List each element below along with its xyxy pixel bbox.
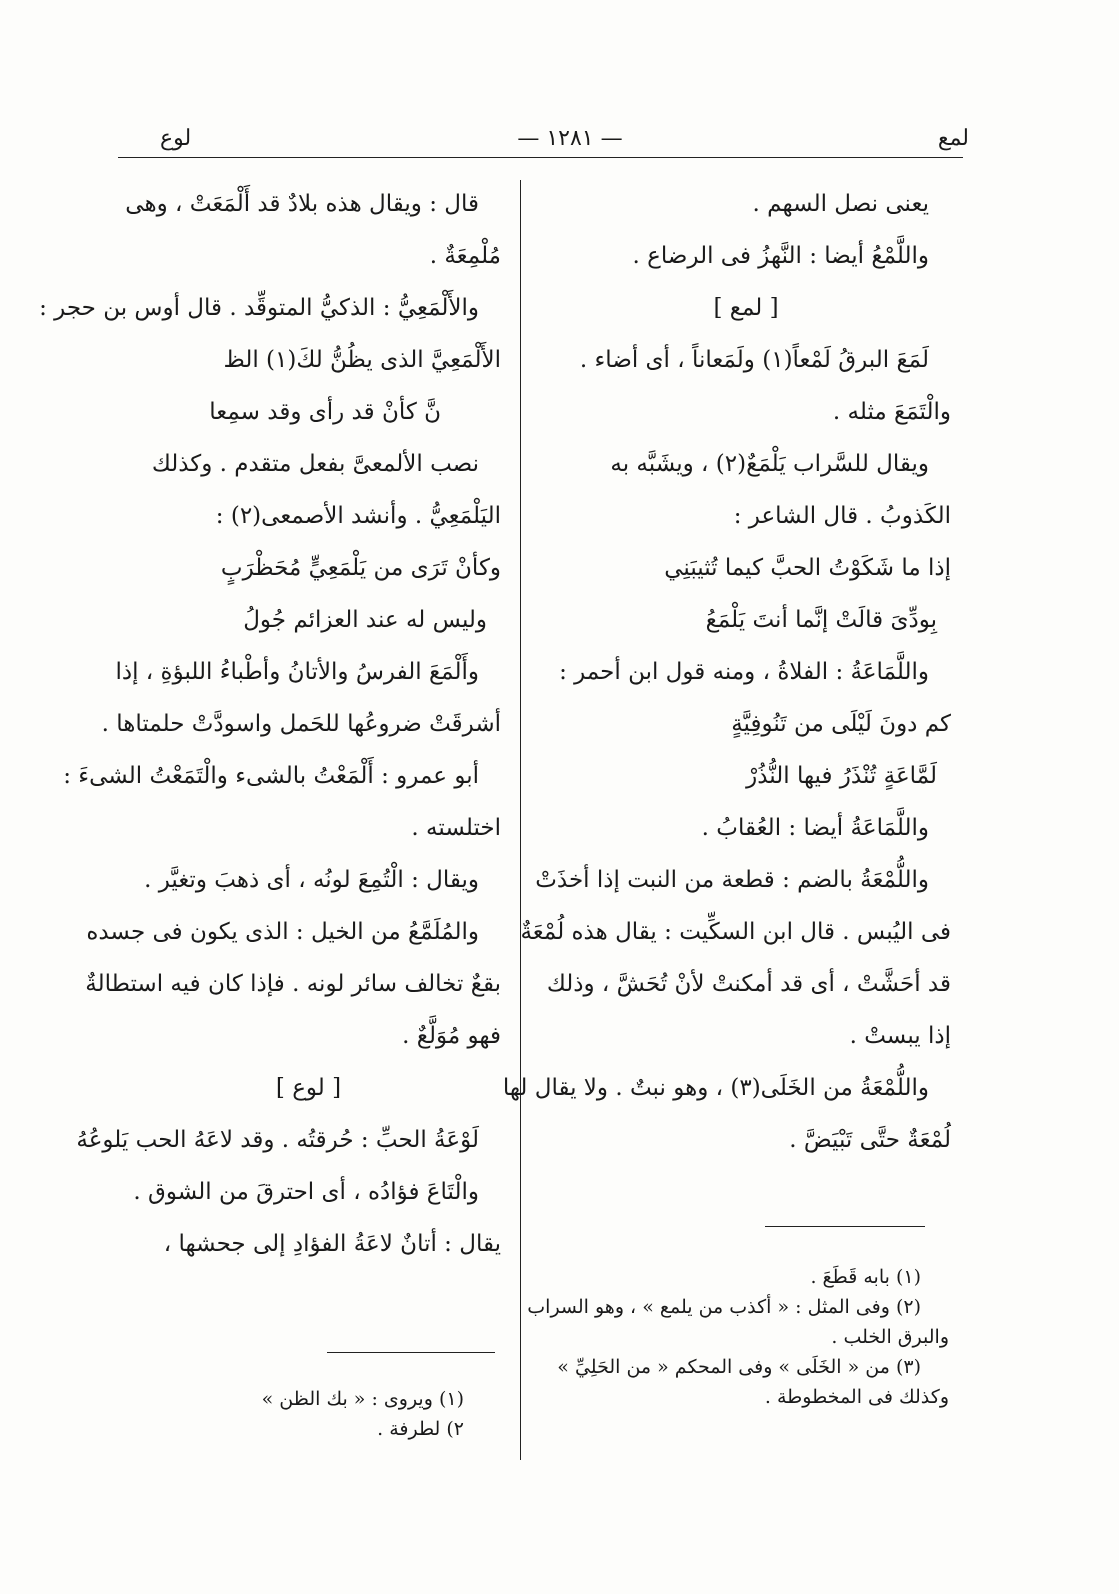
header-entry-word-left: لوع [160, 126, 192, 151]
text-line: واللَّمَاعَةُ أيضا : العُقابُ . [701, 815, 929, 841]
text-line: وليس له عند العزائم جُولُ [243, 607, 487, 633]
text-line: الكَذوبُ . قال الشاعر : [733, 503, 951, 529]
text-line: ويقال للسَّراب يَلْمَعٌ(٢) ، ويشَبَّه به [610, 451, 929, 477]
text-line: يعنى نصل السهم . [752, 191, 929, 217]
text-line: وأَلْمَعَ الفرسُ والأتانُ وأطْباءُ اللبؤةِ ، إذا [115, 659, 479, 685]
text-line: أشرقَتْ ضروعُها للحَمل واسودَّتْ حلمتاها . [101, 711, 501, 737]
text-line: واللُّمْعَةُ بالضم : قطعة من النبت إذا أخذَتْ [535, 867, 929, 893]
text-line: فهو مُوَلَّعٌ . [402, 1023, 501, 1049]
text-line: والْتَاعَ فؤادُه ، أى احترقَ من الشوق . [133, 1179, 479, 1205]
text-line: إذا ما شَكَوْتُ الحبَّ كيما تُثيبَنِي [664, 555, 951, 581]
left-column [39, 178, 501, 1270]
text-line: وكأنْ تَرَى من يَلْمَعِيٍّ مُحَظْرَبٍ [220, 555, 501, 581]
footnote-rule-left [327, 1352, 495, 1353]
text-line: نَّ كأنْ قد رأى وقد سمِعا [209, 399, 441, 425]
footnote-line: (١) ويروى : « بك الظن » [261, 1388, 464, 1410]
text-line: ويقال : الْتُمِعَ لونُه ، أى ذهبَ وتغيَّر . [144, 867, 479, 893]
text-line: اختلسته . [411, 815, 501, 841]
footnote-rule-right [765, 1226, 925, 1227]
footnote-line: (٣) من « الخَلَى » وفى المحكم « من الحَلِيِّ » [557, 1356, 921, 1378]
text-line: مُلْمِعَةٌ . [429, 243, 501, 269]
text-line: لُمْعَةٌ حتَّى تَبْيَضَّ . [789, 1127, 951, 1153]
text-line: بِودِّىَ قالَتْ إنَّما أنتَ يَلْمَعُ [705, 607, 937, 633]
text-line: لَوْعَةُ الحبِّ : حُرقتُه . وقد لاعَهُ الحب يَلوعُهُ [76, 1127, 479, 1153]
text-line: الأَلْمَعِيَّ الذى يظُنُّ لكَ(١) الظ [223, 347, 501, 373]
column-divider [520, 180, 521, 1460]
footnote-line: (١) بابه قَطَعَ . [810, 1266, 921, 1288]
right-column [502, 178, 951, 1166]
header-rule [118, 157, 963, 158]
footnote-line: ٢) لطرفة . [377, 1418, 464, 1440]
text-line: [ لمع ] [713, 295, 779, 321]
footnote-line: وكذلك فى المخطوطة . [764, 1386, 949, 1408]
text-line: واللَّمَاعَةُ : الفلاةُ ، ومنه قول ابن أحمر : [559, 659, 929, 685]
header-entry-word-right: لمع [937, 126, 969, 151]
text-line: إذا يبستْ . [849, 1023, 951, 1049]
text-line: اليَلْمَعِيُّ . وأنشد الأصمعى(٢) : [215, 503, 501, 529]
text-line: واللُّمْعَةُ من الخَلَى(٣) ، وهو نبتٌ . ولا يقال لها [502, 1075, 929, 1101]
text-line: يقال : أتانٌ لاعَةُ الفؤادِ إلى جحشها ، [163, 1231, 501, 1257]
footnote-line: والبرق الخلب . [831, 1326, 949, 1348]
footnotes-left [132, 1384, 492, 1444]
footnotes-right [527, 1262, 949, 1412]
text-line: أبو عمرو : أَلْمَعْتُ بالشىء والْتَمَعْتُ الشىءَ : [63, 763, 479, 789]
text-line: لَمَّاعَةٍ تُنْذَرُ فيها النُّذُرْ [746, 763, 937, 789]
page-number: — ١٢٨١ — [517, 126, 623, 151]
text-line: قد أحَشَّتْ ، أى قد أمكنتْ لأنْ تُحَشَّ ، وذلك [546, 971, 951, 997]
footnote-line: (٢) وفى المثل : « أكذب من يلمع » ، وهو السراب [527, 1296, 921, 1318]
text-line: فى اليُبس . قال ابن السكِّيت : يقال هذه لُمْعَةٌ [520, 919, 951, 945]
text-line: قال : ويقال هذه بلادٌ قد أَلْمَعَتْ ، وهى [125, 191, 479, 217]
text-line: لَمَعَ البرقُ لَمْعاً(١) ولَمَعاناً ، أى أضاء . [579, 347, 929, 373]
text-line: والأَلْمَعِيُّ : الذكيُّ المتوقِّد . قال أوس بن حجر : [39, 295, 479, 321]
text-line: [ لوع ] [275, 1075, 342, 1101]
text-line: بقعٌ تخالف سائر لونه . فإذا كان فيه استطالةٌ [85, 971, 501, 997]
text-line: والمُلَمَّعُ من الخيل : الذى يكون فى جسده [86, 919, 479, 945]
text-line: نصب الألمعىَّ بفعل متقدم . وكذلك [151, 451, 479, 477]
text-line: والْتَمَعَ مثله . [832, 399, 951, 425]
text-line: واللَّمْعُ أيضا : النَّهزُ فى الرضاع . [632, 243, 929, 269]
text-line: كم دونَ لَيْلَى من تَنُوفِيَّةٍ [731, 711, 951, 737]
